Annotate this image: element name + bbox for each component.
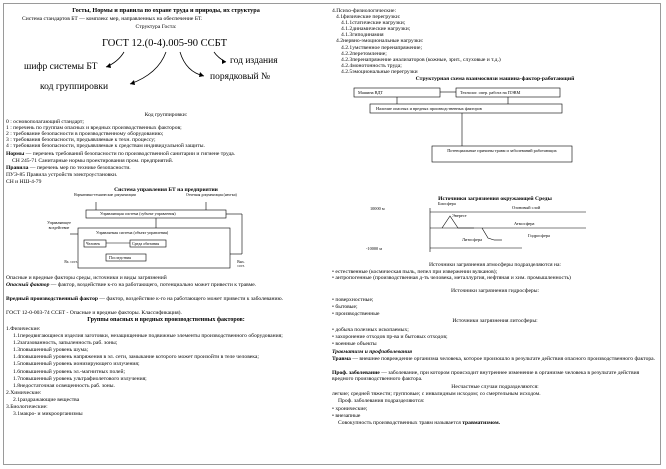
arrow-group bbox=[130, 52, 166, 84]
top-value-label: 10000 м bbox=[370, 206, 385, 211]
label-year: год издания bbox=[230, 56, 278, 66]
lithosphere-label: Литосфера bbox=[462, 237, 482, 242]
litho-source-item: добыча полезных ископаемых; bbox=[335, 327, 409, 333]
group-item: 3.1макро- и микроорганизмы bbox=[13, 411, 83, 418]
harmful-term: Вредный производственный фактор bbox=[6, 296, 98, 302]
subgroup-item: 4.2.3перенапряжение анализаторов (кожные, зрит., слуховые и т.д.) bbox=[341, 56, 501, 63]
subgroup-title: 4.2нервно-эмоциональные нагрузки: bbox=[336, 38, 424, 45]
control-label: Управляющее воздействие bbox=[47, 220, 71, 230]
prof-classes-list bbox=[332, 405, 658, 419]
group-item: 2.1раздражающие вещества bbox=[13, 396, 80, 403]
ssbt-definition: Система стандартов БТ — комплекс мер, направленных на обеспечение БТ. bbox=[22, 16, 203, 22]
prof-term: Проф. заболевание bbox=[332, 370, 380, 376]
hydro-source-item: бытовые; bbox=[335, 304, 358, 311]
left-column bbox=[6, 0, 326, 469]
gost-structure-diagram bbox=[6, 32, 326, 112]
group-codes-title: Код группировки: bbox=[144, 112, 188, 118]
list-item: • внезапные bbox=[332, 413, 361, 420]
atmosphere-label: Атмосфера bbox=[514, 221, 535, 226]
prof-classes-title: Проф. заболевания подразделяются: bbox=[338, 398, 425, 404]
rules-term: Правила bbox=[6, 165, 29, 171]
trauma-term: Травма bbox=[332, 356, 351, 362]
list-item: • производственные bbox=[332, 311, 380, 318]
env-spheres-graphic bbox=[402, 204, 592, 256]
rules-text: — перечень мер по технике безопасности. bbox=[28, 165, 131, 171]
ozone-label: Озоновый слой bbox=[512, 205, 541, 210]
everest-label: Эверест bbox=[452, 213, 467, 218]
person-label: Человек bbox=[86, 241, 100, 246]
hydro-sources-title: Источники загрязнения гидросферы: bbox=[450, 288, 540, 294]
gost-structure-label: Структура Госта: bbox=[135, 24, 177, 30]
list-item: • добыча полезных ископаемых; bbox=[332, 327, 409, 333]
psycho-factors-list bbox=[332, 8, 658, 75]
bottom-value-label: -10000 м bbox=[366, 246, 382, 251]
list-item: • поверхностные; bbox=[332, 297, 374, 303]
group-code-item: 1 : перечень по группам опасных и вредных производственных факторов; bbox=[6, 125, 182, 132]
group-title: 4.Психо-физиологические: bbox=[332, 8, 397, 14]
litho-source-item: захоронение отходов пр-ва и бытовых отходов; bbox=[335, 334, 448, 341]
env-spheres-diagram bbox=[366, 201, 592, 256]
group-item: 1.4повышенный уровень напряжения в эл. сети, замыкание которого может произойти в теле человека; bbox=[13, 354, 259, 361]
normative-docs-label: Нормативно-технические документации bbox=[74, 193, 136, 197]
management-title: Система управления БТ на предприятии bbox=[114, 187, 218, 193]
biosphere-label: Биосфера bbox=[438, 201, 456, 206]
output-state-label: Вых. сост. bbox=[237, 260, 245, 268]
accidents-line: легкие; средней тяжести; групповые; с инвалидным исходом; со смертельным исходом. bbox=[332, 391, 541, 397]
label-serial: порядковый № bbox=[210, 72, 271, 82]
tech-label: Технолог. опер. работа на ПЭВМ bbox=[460, 90, 521, 95]
arrow-year bbox=[214, 52, 226, 62]
group-code-item: 4 : требования безопасности, предъявляемые к средствам индивидуальной защиты. bbox=[6, 143, 205, 150]
object-label: Управляемая система (объект управления) bbox=[96, 230, 169, 235]
accidents-title: Несчастные случаи подразделяются: bbox=[451, 384, 539, 390]
subgroup-item: 4.2.5эмоциональные перегрузки bbox=[341, 68, 418, 75]
factors-label: Наличие опасных и вредных производственных факторов bbox=[376, 106, 482, 111]
factor-groups-list bbox=[6, 326, 324, 417]
group-item: 1.2загазованность, запыленность раб. зоны; bbox=[13, 340, 118, 347]
trauma-title: Травматизм и профзаболевания bbox=[332, 349, 413, 355]
trauma-definition bbox=[332, 356, 658, 362]
subgroup-item: 4.2.1умственное перенапряжение; bbox=[341, 44, 423, 51]
subgroup-item: 4.2.2перетомление; bbox=[341, 50, 387, 57]
prof-text: — заболевание, при котором происходит внутреннее изменение в организме человека в результате действия вредного производственного фактора. bbox=[332, 370, 640, 383]
dangerous-factor-definition bbox=[6, 282, 324, 288]
snip-line: СН и НШ-4-79 bbox=[6, 179, 42, 185]
env-sources-title: Источники загрязнения окружающей Среды bbox=[438, 196, 552, 202]
label-cipher: шифр системы БТ bbox=[24, 62, 98, 72]
litho-sources-list bbox=[332, 326, 658, 347]
mfr-diagram-frame bbox=[352, 84, 652, 192]
consequences-label: Последствия bbox=[109, 255, 131, 260]
management-diagram bbox=[47, 193, 276, 272]
right-column bbox=[332, 0, 660, 469]
environment-label: Среда обитания bbox=[132, 241, 160, 246]
hydro-source-item: производственные bbox=[335, 311, 380, 318]
group-item: 1.1передвигающиеся изделия заготовки, незащищенные подвижные элементы производственного оборудования; bbox=[13, 333, 283, 340]
group-code-item: 3 : требования безопасности, предъявляемые к техн. процессу; bbox=[6, 137, 156, 144]
group-code-item: 2 : требование безопасности в производственному оборудованию; bbox=[6, 131, 164, 138]
atmosphere-source-item: естественные (космическая пыль, пепел при извержении вулканов); bbox=[335, 269, 498, 275]
subgroup-item: 4.1.3гиподинамия bbox=[341, 32, 384, 39]
list-item: • хронические; bbox=[332, 406, 368, 412]
rules-definition bbox=[6, 165, 131, 171]
group-title: 2.Химические: bbox=[6, 389, 42, 396]
group-item: 1.5повышенный уровень ионизирующего излучения; bbox=[13, 361, 140, 368]
group-item: 1.6повышенный уровень эл.-магнитных полей; bbox=[13, 368, 126, 375]
gost-classification-line: ГОСТ 12-0-003-74 ССБТ - Опасные и вредные факторы. Классификация). bbox=[6, 310, 182, 316]
group-code-item: 0 : основополагающий стандарт; bbox=[6, 119, 84, 125]
group-title: 3.Биологические: bbox=[6, 404, 48, 411]
label-group-code: код группировки bbox=[40, 82, 109, 92]
dangerous-text: — фактор, воздействие к-го на работающего, потенциально может привести к травме. bbox=[49, 282, 257, 288]
mfr-diagram bbox=[352, 84, 652, 192]
hydro-sources-list bbox=[332, 296, 658, 317]
atmosphere-source-item: антропогенные (производственная д-ть человека, металлургия, нефтяная и хим. промышленность) bbox=[335, 275, 571, 282]
group-codes-list bbox=[6, 119, 326, 149]
group-item: 1.8недостаточная освещенность раб. зоны. bbox=[13, 382, 115, 389]
factors-line: Опасные и вредные факторы среды, источники и виды загрязнений bbox=[6, 275, 167, 281]
subject-label: Управляющая система (субъект управления) bbox=[100, 211, 176, 216]
norms-term: Нормы bbox=[6, 151, 25, 157]
list-item: • антропогенные (производственная д-ть человека, металлургия, нефтяная и хим. промышленность) bbox=[332, 275, 571, 282]
mfr-title: Структурная схема взаимосвязи машина-фактор-работающий bbox=[415, 76, 575, 82]
hydro-source-item: поверхностные; bbox=[335, 297, 374, 303]
prof-class-item: внезапные bbox=[335, 413, 361, 420]
gost-code: ГОСТ 12.(0-4).005-90 ССБТ bbox=[102, 38, 227, 49]
litho-sources-title: Источники загрязнения литосферы: bbox=[452, 318, 538, 324]
harmful-text: — фактор, воздействие к-го на работающего может привести к заболеванию. bbox=[97, 296, 284, 302]
final-term: травматизмом. bbox=[462, 420, 501, 426]
list-item: • захоронение отходов пр-ва и бытовых отходов; bbox=[332, 334, 448, 341]
harmful-factor-definition bbox=[6, 296, 324, 302]
list-item: • военные объекты bbox=[332, 341, 377, 348]
atmosphere-sources-title: Источники загрязнения атмосферы подразделяются на: bbox=[429, 262, 561, 268]
atmosphere-sources-list bbox=[332, 269, 658, 281]
norms-text: — перечень требований безопасности по производственной санитарии и гигиене труда. bbox=[24, 151, 236, 157]
norms-definition bbox=[6, 151, 235, 157]
prof-class-item: хронические; bbox=[335, 406, 368, 412]
sn-line: СН 245-71 Санитарные нормы проектирования пром. предприятий. bbox=[12, 158, 174, 164]
causes-label: Потенциальные причины травм и заболеваний работающих bbox=[447, 148, 557, 153]
group-title: 1.Физические: bbox=[6, 326, 41, 332]
trauma-text: — внешнее повреждение организма человека, которое произошло в результате действия опасного производственного фактора. bbox=[350, 356, 656, 362]
litho-source-item: военные объекты bbox=[335, 341, 377, 348]
machine-label: Машина ВДТ bbox=[358, 90, 383, 95]
subgroup-item: 4.1.1статические нагрузки; bbox=[341, 20, 406, 27]
list-item: • бытовые; bbox=[332, 304, 358, 311]
group-item: 1.7повышенный уровень ультрафиолетового излучения; bbox=[13, 375, 147, 382]
subgroup-item: 4.1.2динамические нагрузки; bbox=[341, 26, 411, 33]
final-text: Совокупность производственных травм называется bbox=[338, 420, 463, 426]
groups-title: Группы опасных и вредных производственных факторов: bbox=[87, 317, 245, 323]
pue-line: ПУЭ-85 Правила устройств электроустановки. bbox=[6, 172, 118, 178]
final-statement bbox=[338, 420, 500, 426]
input-state-label: Вх. сост. bbox=[64, 260, 78, 264]
subgroup-item: 4.2.4монотонность труда; bbox=[341, 62, 402, 69]
group-item: 1.3повышенный уровень шума; bbox=[13, 347, 89, 354]
hydrosphere-label: Гидросфера bbox=[528, 233, 550, 238]
reporting-docs-label: Отчетная документация (нем-ки) bbox=[186, 193, 237, 197]
prof-disease-definition bbox=[332, 370, 658, 382]
list-item: • естественные (космическая пыль, пепел при извержении вулканов); bbox=[332, 269, 498, 275]
main-title: Госты, Нормы и правила по охране труда и природы, их структура bbox=[72, 7, 260, 14]
subgroup-title: 4.1физические перегрузки: bbox=[336, 14, 401, 21]
dangerous-term: Опасный фактор bbox=[6, 282, 50, 288]
